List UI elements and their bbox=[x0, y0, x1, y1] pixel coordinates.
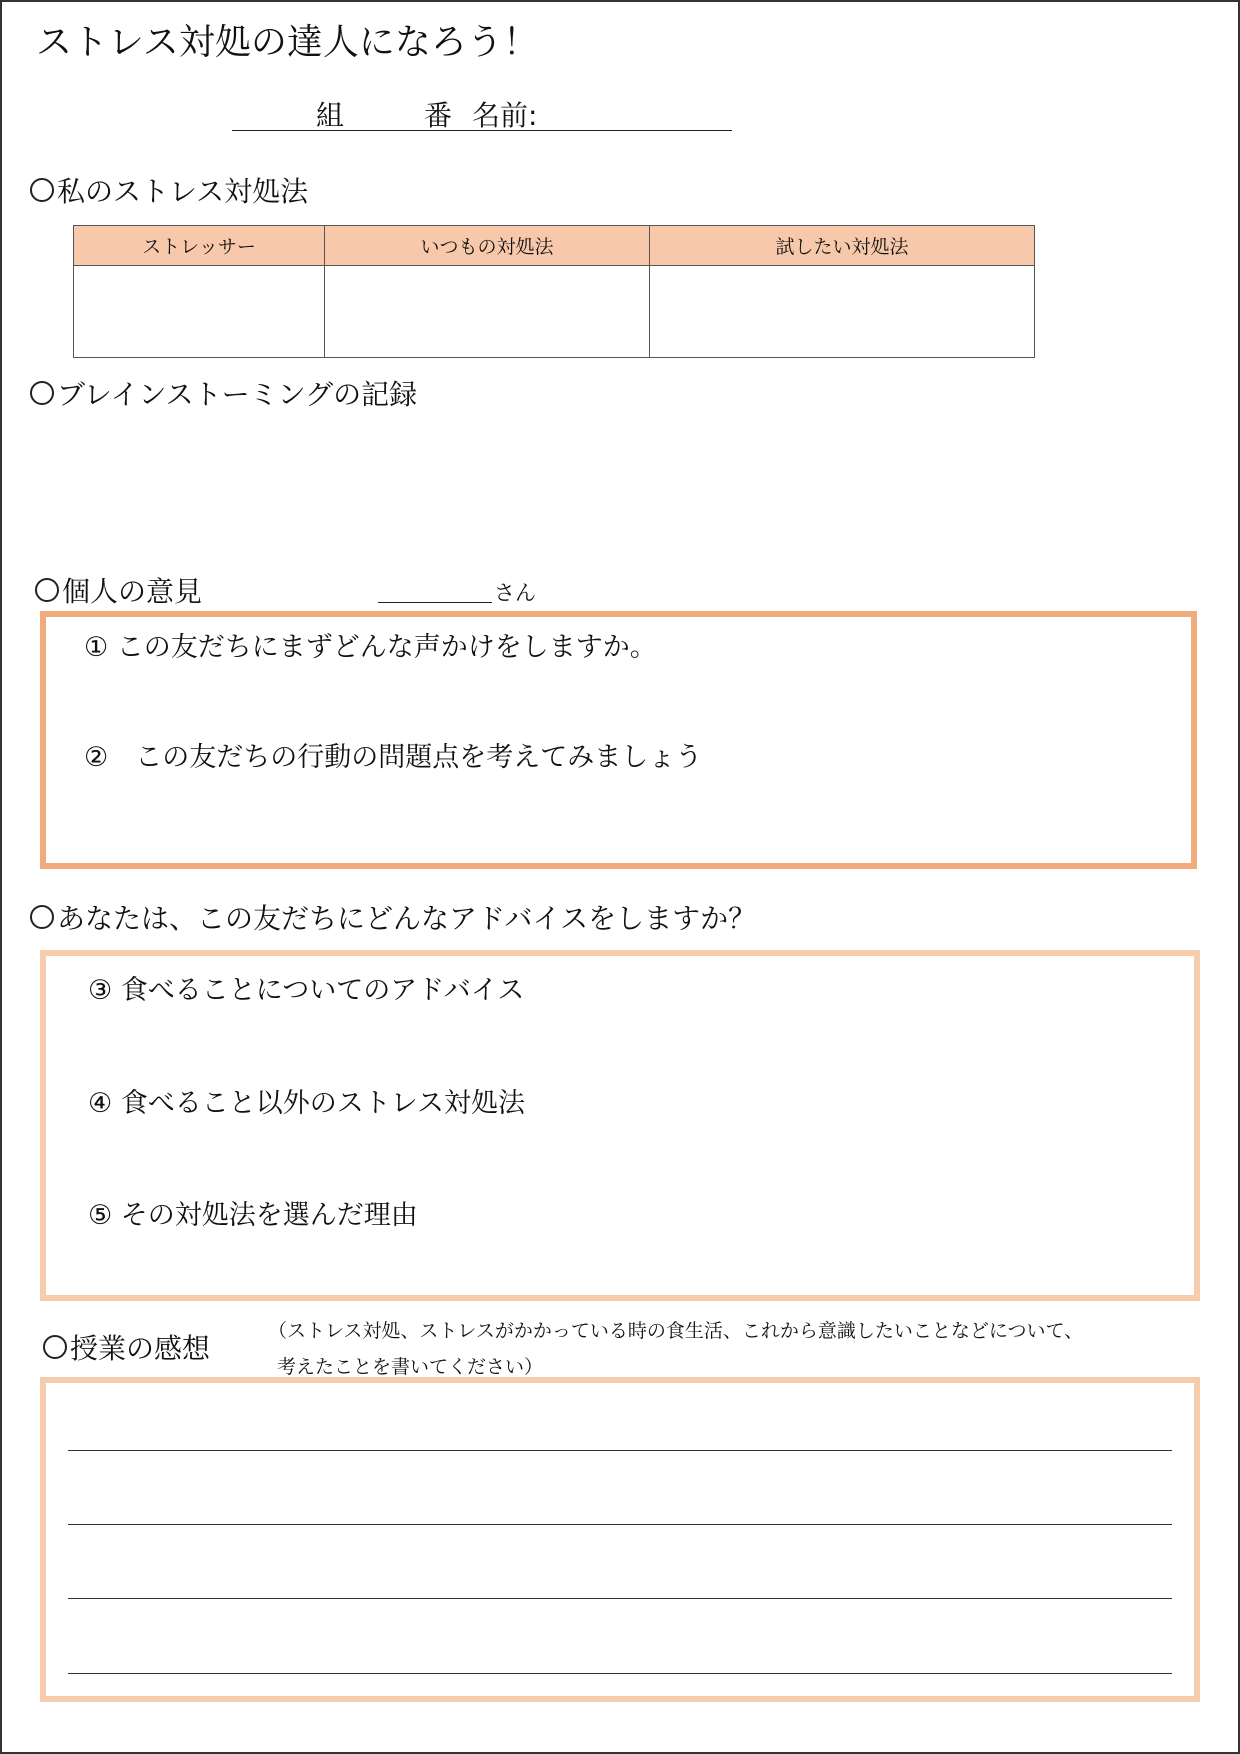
writing-line[interactable] bbox=[68, 1673, 1172, 1674]
name-label: 名前: bbox=[472, 99, 538, 132]
impressions-note-line1: （ストレス対処、ストレスがかかっている時の食生活、これから意識したいことなどについて、 bbox=[268, 1320, 1084, 1342]
section-impressions-label: 授業の感想 bbox=[70, 1332, 211, 1365]
circle-icon bbox=[30, 178, 54, 202]
header-stressor: ストレッサー bbox=[74, 226, 325, 266]
section-my-stress bbox=[30, 170, 308, 210]
circle-icon bbox=[43, 1335, 67, 1359]
name-line bbox=[232, 88, 732, 131]
personal-opinion-box bbox=[40, 611, 1197, 869]
stress-table bbox=[73, 225, 1035, 358]
san-blank[interactable] bbox=[378, 580, 492, 603]
writing-line[interactable] bbox=[68, 1598, 1172, 1599]
cell-stressor[interactable] bbox=[74, 266, 325, 358]
san-label: さん bbox=[494, 581, 536, 605]
page-title: ストレス対処の達人になろう！ bbox=[36, 22, 539, 63]
question-4: ④ 食べること以外のストレス対処法 bbox=[88, 1088, 525, 1119]
question-2: ② この友だちの行動の問題点を考えてみましょう bbox=[84, 742, 703, 773]
number-label: 番 bbox=[424, 99, 453, 132]
table-row bbox=[74, 266, 1035, 358]
circle-icon bbox=[30, 381, 54, 405]
section-brainstorm bbox=[30, 373, 417, 413]
section-advice-label: あなたは、この友だちにどんなアドバイスをしますか？ bbox=[57, 902, 757, 935]
section-impressions bbox=[43, 1327, 210, 1367]
cell-try-coping[interactable] bbox=[650, 266, 1035, 358]
writing-line[interactable] bbox=[68, 1524, 1172, 1525]
circle-icon bbox=[30, 905, 54, 929]
section-my-stress-label: 私のストレス対処法 bbox=[57, 175, 309, 208]
circle-icon bbox=[35, 578, 59, 602]
question-1: ① この友だちにまずどんな声かけをしますか。 bbox=[84, 632, 657, 663]
section-personal bbox=[35, 570, 202, 610]
writing-line[interactable] bbox=[68, 1450, 1172, 1451]
question-3: ③ 食べることについてのアドバイス bbox=[88, 975, 525, 1006]
table-header-row bbox=[74, 226, 1035, 266]
header-try-coping: 試したい対処法 bbox=[650, 226, 1035, 266]
header-usual-coping: いつもの対処法 bbox=[325, 226, 650, 266]
class-label: 組 bbox=[316, 99, 345, 132]
question-5: ⑤ その対処法を選んだ理由 bbox=[88, 1200, 418, 1231]
section-personal-label: 個人の意見 bbox=[62, 575, 203, 608]
advice-box bbox=[40, 950, 1200, 1301]
impressions-box bbox=[40, 1377, 1200, 1702]
cell-usual-coping[interactable] bbox=[325, 266, 650, 358]
impressions-note-line2: 考えたことを書いてください） bbox=[277, 1356, 544, 1378]
section-advice bbox=[30, 897, 756, 937]
section-brainstorm-label: ブレインストーミングの記録 bbox=[57, 378, 418, 411]
